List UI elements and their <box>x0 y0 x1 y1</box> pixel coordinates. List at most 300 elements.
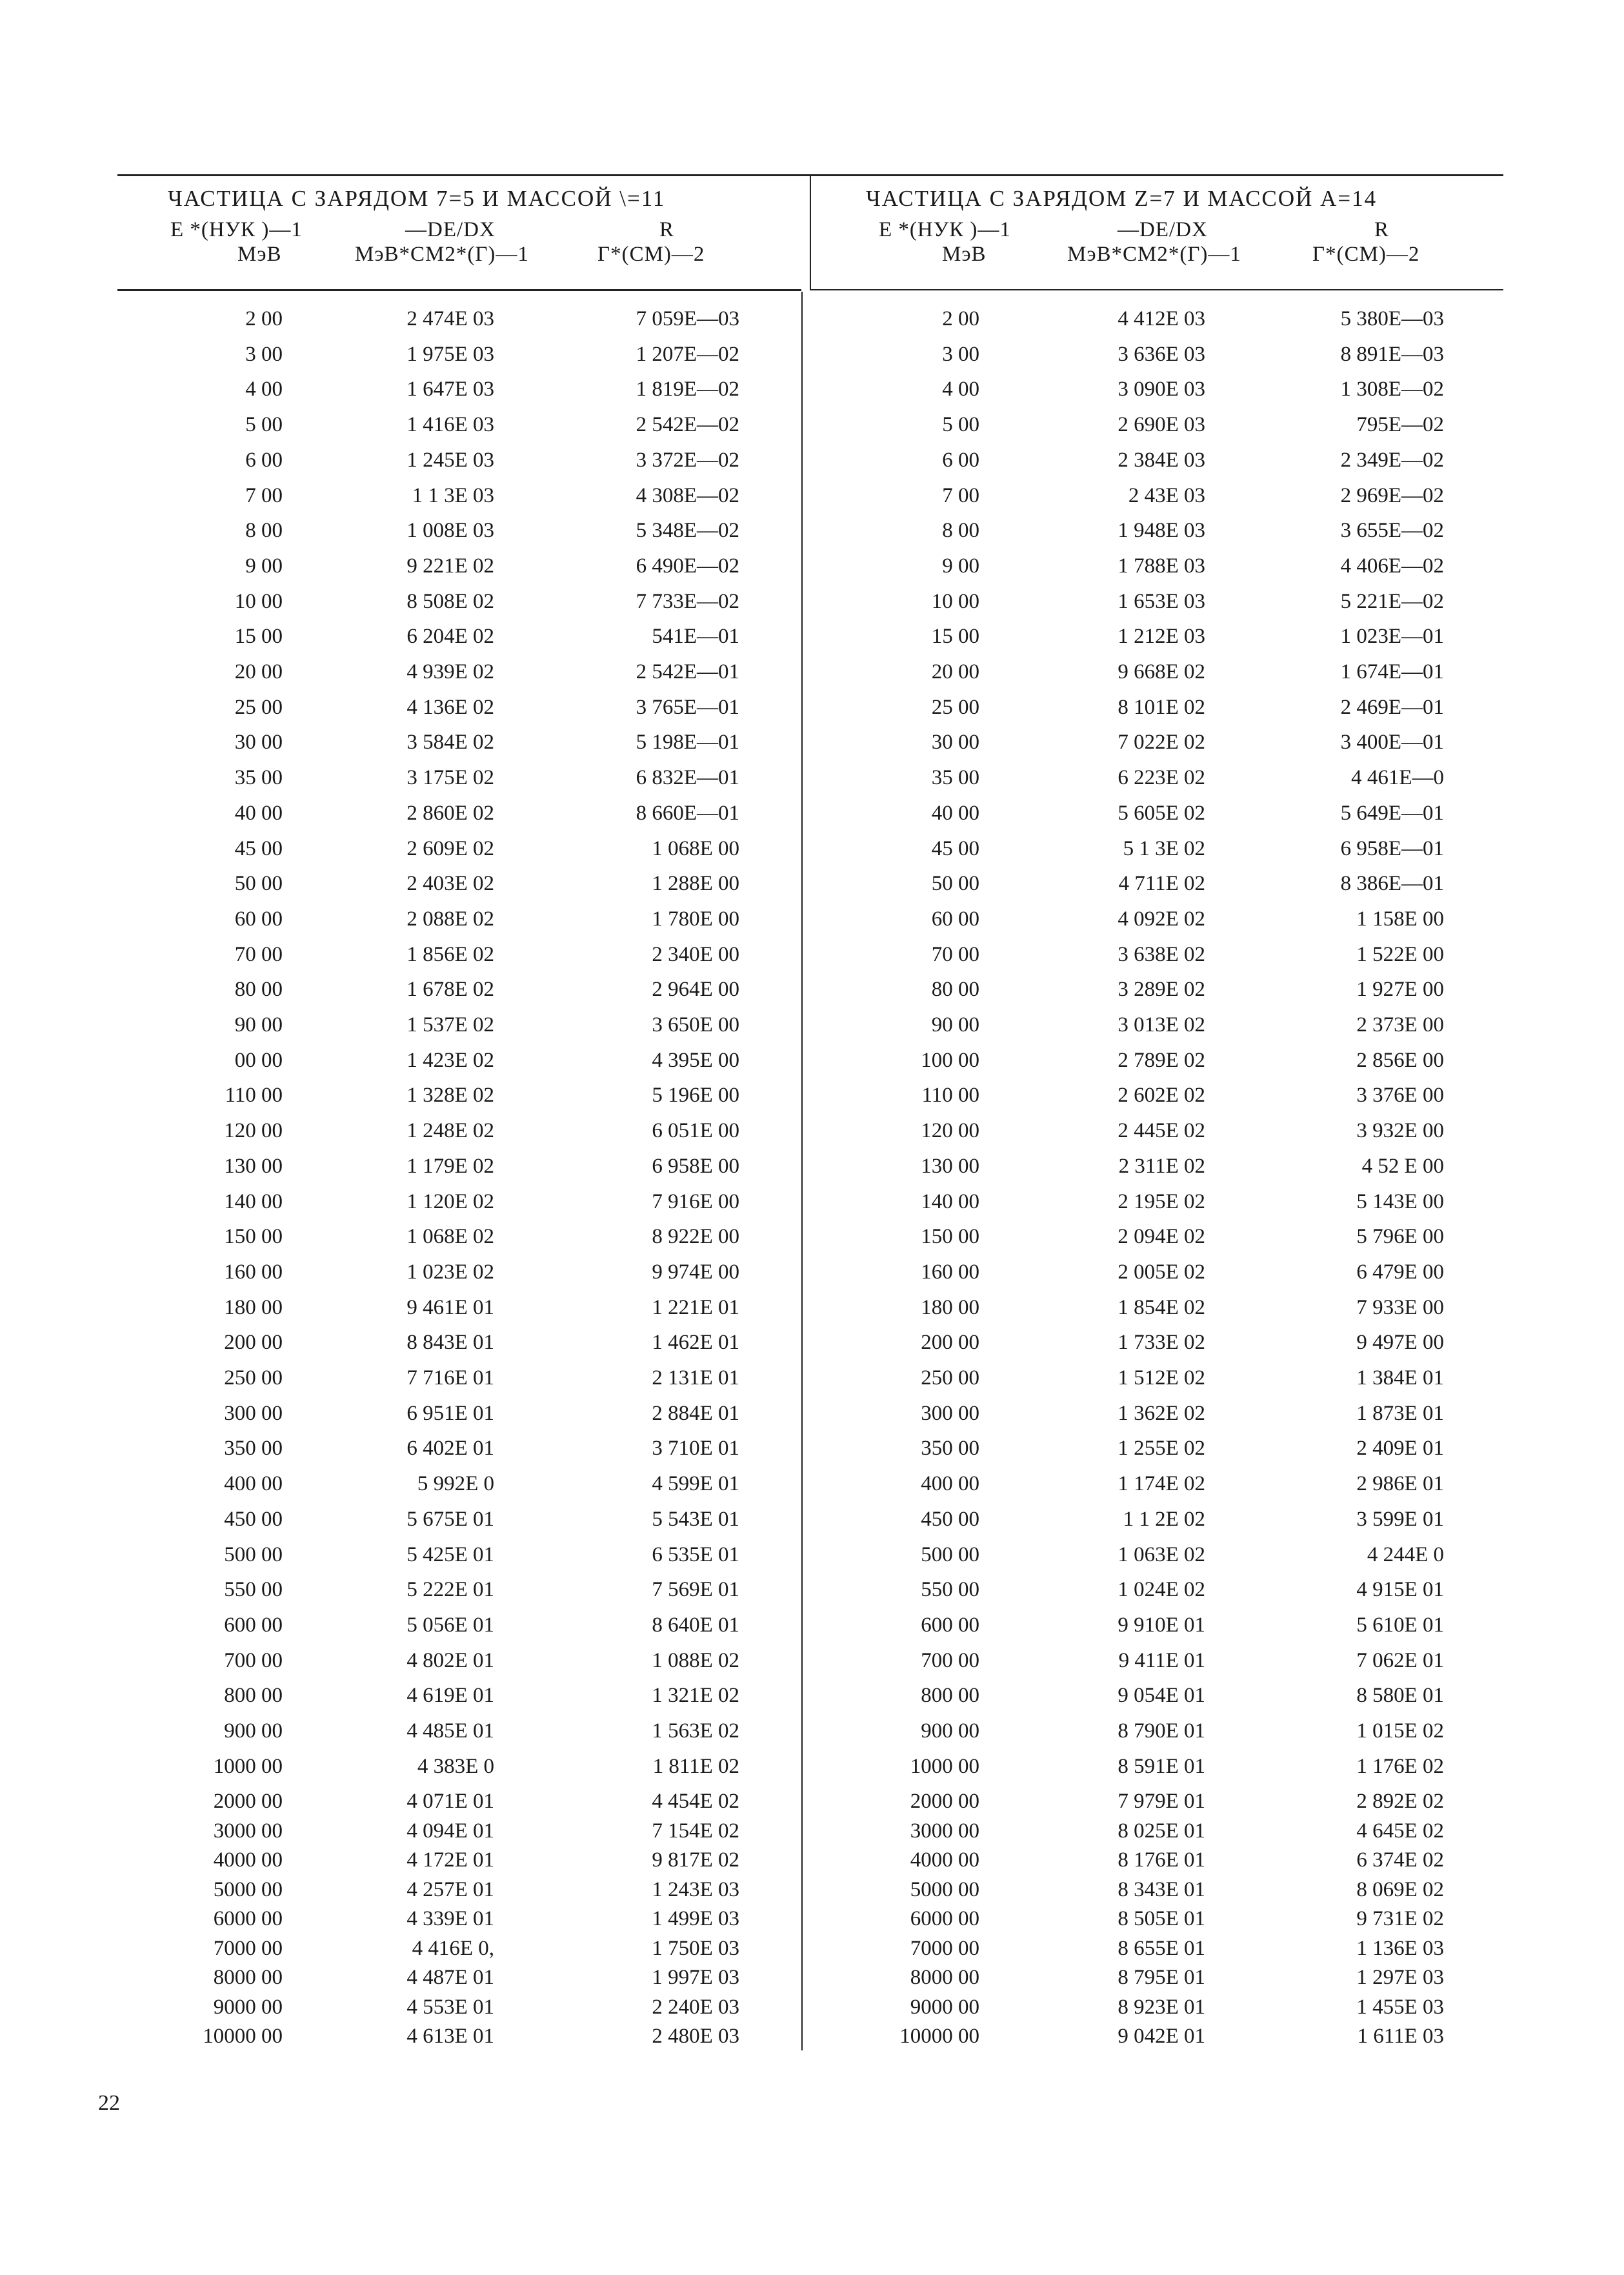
table-row <box>161 1755 807 1788</box>
energy-cell: 5000 00 <box>910 1877 979 1901</box>
dedx-cell: 8 025E 01 <box>1118 1819 1205 1843</box>
energy-cell: 40 00 <box>234 801 283 825</box>
dedx-cell: 2 860E 02 <box>406 801 494 825</box>
energy-cell: 35 00 <box>234 766 283 790</box>
range-cell: 8 580E 01 <box>1356 1684 1444 1708</box>
energy-cell: 3 00 <box>942 342 979 366</box>
energy-cell: 110 00 <box>225 1084 283 1107</box>
energy-cell: 130 00 <box>224 1154 283 1178</box>
range-cell: 1 873E 01 <box>1356 1401 1444 1425</box>
range-cell: 1 068E 00 <box>652 836 739 860</box>
table-row <box>161 1331 807 1364</box>
range-cell: 541E—01 <box>652 625 739 649</box>
dedx-cell: 8 790E 01 <box>1118 1719 1205 1743</box>
energy-cell: 800 00 <box>921 1684 979 1708</box>
range-cell: 7 062E 01 <box>1356 1648 1444 1672</box>
dedx-cell: 3 090E 03 <box>1118 378 1205 401</box>
table-row <box>161 449 807 482</box>
table-row <box>161 1996 807 2029</box>
range-cell: 6 958E—01 <box>1340 836 1444 860</box>
table-row <box>161 590 807 623</box>
energy-cell: 3000 00 <box>910 1819 979 1843</box>
energy-cell: 25 00 <box>234 695 283 719</box>
dedx-cell: 1 788E 03 <box>1118 554 1205 578</box>
range-cell: 2 969E—02 <box>1340 483 1444 507</box>
range-cell: 8 891E—03 <box>1340 342 1444 366</box>
energy-cell: 70 00 <box>931 942 979 966</box>
table-row <box>161 1719 807 1753</box>
table-row <box>859 1013 1505 1047</box>
range-cell: 3 932E 00 <box>1356 1119 1444 1143</box>
dedx-cell: 9 910E 01 <box>1118 1613 1205 1637</box>
range-cell: 4 645E 02 <box>1356 1819 1444 1843</box>
table-row <box>859 1119 1505 1153</box>
energy-cell: 4 00 <box>245 378 283 401</box>
dedx-cell: 5 675E 01 <box>406 1507 494 1531</box>
energy-cell: 110 00 <box>921 1084 979 1107</box>
energy-cell: 2000 00 <box>910 1790 979 1814</box>
dedx-cell: 4 485E 01 <box>406 1719 494 1743</box>
table-row <box>161 1013 807 1047</box>
table-row <box>161 554 807 588</box>
energy-cell: 160 00 <box>921 1260 979 1284</box>
table-row <box>859 590 1505 623</box>
table-row <box>161 413 807 447</box>
dedx-cell: 3 584E 02 <box>406 731 494 754</box>
range-cell: 8 922E 00 <box>652 1225 739 1249</box>
energy-cell: 60 00 <box>234 907 283 931</box>
dedx-cell: 3 289E 02 <box>1118 978 1205 1002</box>
range-cell: 3 372E—02 <box>636 448 739 472</box>
table-row <box>161 1578 807 1612</box>
range-cell: 2 884E 01 <box>652 1401 739 1425</box>
range-cell: 2 469E—01 <box>1340 695 1444 719</box>
table-row <box>161 660 807 694</box>
dedx-cell: 8 508E 02 <box>406 589 494 613</box>
right-col-energy-unit: МэВ <box>942 243 987 266</box>
range-cell: 1 158E 00 <box>1356 907 1444 931</box>
table-row <box>161 1649 807 1683</box>
range-cell: 5 196E 00 <box>652 1084 739 1107</box>
dedx-cell: 1 423E 02 <box>406 1048 494 1072</box>
range-cell: 7 059E—03 <box>636 307 739 330</box>
range-cell: 4 52 E 00 <box>1361 1154 1444 1178</box>
table-row <box>859 1225 1505 1259</box>
table-row <box>859 1331 1505 1364</box>
energy-cell: 600 00 <box>921 1613 979 1637</box>
energy-cell: 9 00 <box>245 554 283 578</box>
dedx-cell: 2 403E 02 <box>406 872 494 896</box>
table-row <box>161 1937 807 1970</box>
dedx-cell: 7 022E 02 <box>1118 731 1205 754</box>
table-row <box>161 1402 807 1435</box>
dedx-cell: 1 647E 03 <box>406 378 494 401</box>
dedx-cell: 9 054E 01 <box>1118 1684 1205 1708</box>
table-row <box>859 1296 1505 1330</box>
energy-cell: 140 00 <box>224 1189 283 1213</box>
right-col-dedx-label: —DE/DX <box>1118 218 1208 241</box>
dedx-cell: 2 474E 03 <box>406 307 494 330</box>
dedx-cell: 6 204E 02 <box>406 625 494 649</box>
energy-cell: 6 00 <box>245 448 283 472</box>
energy-cell: 300 00 <box>921 1401 979 1425</box>
table-row <box>161 1848 807 1882</box>
left-col-dedx-label: —DE/DX <box>405 218 496 241</box>
dedx-cell: 1 362E 02 <box>1118 1401 1205 1425</box>
table-row <box>859 343 1505 376</box>
table-row <box>859 307 1505 341</box>
range-cell: 1 819E—02 <box>636 378 739 401</box>
table-row <box>161 1819 807 1853</box>
energy-cell: 7 00 <box>942 483 979 507</box>
range-cell: 1 462E 01 <box>652 1331 739 1355</box>
dedx-cell: 1 653E 03 <box>1118 589 1205 613</box>
table-row <box>859 1508 1505 1541</box>
dedx-cell: 8 101E 02 <box>1118 695 1205 719</box>
table-row <box>161 1543 807 1577</box>
table-row <box>859 802 1505 835</box>
range-cell: 5 649E—01 <box>1340 801 1444 825</box>
dedx-cell: 1 854E 02 <box>1118 1295 1205 1319</box>
dedx-cell: 7 716E 01 <box>406 1366 494 1390</box>
table-row <box>161 1966 807 1999</box>
range-cell: 4 244E 0 <box>1367 1542 1444 1566</box>
dedx-cell: 9 042E 01 <box>1118 2025 1205 2048</box>
dedx-cell: 9 668E 02 <box>1118 660 1205 683</box>
range-cell: 2 373E 00 <box>1356 1013 1444 1036</box>
energy-cell: 10 00 <box>234 589 283 613</box>
left-col-range-label: R <box>659 218 675 241</box>
dedx-cell: 1 245E 03 <box>406 448 494 472</box>
range-cell: 9 817E 02 <box>652 1848 739 1872</box>
table-row <box>859 1578 1505 1612</box>
energy-cell: 90 00 <box>931 1013 979 1036</box>
dedx-cell: 2 789E 02 <box>1118 1048 1205 1072</box>
table-row <box>859 413 1505 447</box>
table-row <box>161 1155 807 1188</box>
range-cell: 1 750E 03 <box>652 1936 739 1960</box>
dedx-cell: 5 1 3E 02 <box>1123 836 1205 860</box>
table-row <box>859 378 1505 411</box>
dedx-cell: 1 179E 02 <box>406 1154 494 1178</box>
table-row <box>161 1878 807 1912</box>
dedx-cell: 1 512E 02 <box>1118 1366 1205 1390</box>
table-row <box>161 1190 807 1224</box>
table-row <box>859 554 1505 588</box>
range-cell: 6 374E 02 <box>1356 1848 1444 1872</box>
dedx-cell: 1 255E 02 <box>1118 1437 1205 1461</box>
left-col-energy-label: Е *(НУК )—1 <box>170 218 303 241</box>
energy-cell: 350 00 <box>224 1437 283 1461</box>
table-row <box>161 519 807 552</box>
energy-cell: 15 00 <box>234 625 283 649</box>
energy-cell: 50 00 <box>234 872 283 896</box>
energy-cell: 350 00 <box>921 1437 979 1461</box>
dedx-cell: 9 461E 01 <box>406 1295 494 1319</box>
range-cell: 3 765E—01 <box>636 695 739 719</box>
table-row <box>161 343 807 376</box>
dedx-cell: 8 343E 01 <box>1118 1877 1205 1901</box>
range-cell: 8 386E—01 <box>1340 872 1444 896</box>
range-cell: 1 297E 03 <box>1356 1966 1444 1990</box>
range-cell: 7 933E 00 <box>1356 1295 1444 1319</box>
dedx-cell: 4 257E 01 <box>406 1877 494 1901</box>
range-cell: 8 660E—01 <box>636 801 739 825</box>
range-cell: 1 522E 00 <box>1356 942 1444 966</box>
table-row <box>161 1084 807 1117</box>
dedx-cell: 5 605E 02 <box>1118 801 1205 825</box>
table-row <box>859 1437 1505 1470</box>
dedx-cell: 4 412E 03 <box>1118 307 1205 330</box>
energy-cell: 2 00 <box>942 307 979 330</box>
energy-cell: 5000 00 <box>213 1877 283 1901</box>
dedx-cell: 8 843E 01 <box>406 1331 494 1355</box>
table-row <box>161 1049 807 1082</box>
dedx-cell: 4 487E 01 <box>406 1966 494 1990</box>
energy-cell: 250 00 <box>224 1366 283 1390</box>
energy-cell: 5 00 <box>245 413 283 437</box>
energy-cell: 15 00 <box>931 625 979 649</box>
dedx-cell: 4 094E 01 <box>406 1819 494 1843</box>
table-row <box>161 625 807 658</box>
energy-cell: 180 00 <box>224 1295 283 1319</box>
dedx-cell: 6 223E 02 <box>1118 766 1205 790</box>
energy-cell: 3000 00 <box>213 1819 283 1843</box>
table-row <box>161 1613 807 1647</box>
table-row <box>859 1366 1505 1400</box>
range-cell: 1 015E 02 <box>1356 1719 1444 1743</box>
table-row <box>859 1937 1505 1970</box>
energy-cell: 130 00 <box>921 1154 979 1178</box>
table-row <box>859 1190 1505 1224</box>
table-row <box>161 484 807 518</box>
range-cell: 6 490E—02 <box>636 554 739 578</box>
table-row <box>859 907 1505 941</box>
dedx-cell: 1 174E 02 <box>1118 1472 1205 1496</box>
energy-cell: 7000 00 <box>213 1936 283 1960</box>
table-row <box>859 1878 1505 1912</box>
range-cell: 1 308E—02 <box>1340 378 1444 401</box>
dedx-cell: 1 975E 03 <box>406 342 494 366</box>
dedx-cell: 2 690E 03 <box>1118 413 1205 437</box>
dedx-cell: 4 339E 01 <box>406 1907 494 1931</box>
dedx-cell: 1 948E 03 <box>1118 519 1205 543</box>
energy-cell: 60 00 <box>931 907 979 931</box>
dedx-cell: 1 733E 02 <box>1118 1331 1205 1355</box>
dedx-cell: 8 655E 01 <box>1118 1936 1205 1960</box>
table-row <box>161 1790 807 1823</box>
range-cell: 1 288E 00 <box>652 872 739 896</box>
range-cell: 4 308E—02 <box>636 483 739 507</box>
range-cell: 4 915E 01 <box>1356 1578 1444 1602</box>
range-cell: 795E—02 <box>1356 413 1444 437</box>
energy-cell: 7000 00 <box>910 1936 979 1960</box>
table-row <box>161 1260 807 1294</box>
table-row <box>859 2025 1505 2058</box>
energy-cell: 10000 00 <box>899 2025 979 2048</box>
range-cell: 1 927E 00 <box>1356 978 1444 1002</box>
energy-cell: 45 00 <box>931 836 979 860</box>
energy-cell: 600 00 <box>224 1613 283 1637</box>
dedx-cell: 2 384E 03 <box>1118 448 1205 472</box>
table-row <box>161 2025 807 2058</box>
dedx-cell: 4 092E 02 <box>1118 907 1205 931</box>
dedx-cell: 5 056E 01 <box>406 1613 494 1637</box>
energy-cell: 30 00 <box>931 731 979 754</box>
right-col-energy-label: Е *(НУК )—1 <box>879 218 1011 241</box>
dedx-cell: 1 416E 03 <box>406 413 494 437</box>
dedx-cell: 6 402E 01 <box>406 1437 494 1461</box>
dedx-cell: 2 088E 02 <box>406 907 494 931</box>
table-row <box>859 1613 1505 1647</box>
range-cell: 5 143E 00 <box>1356 1189 1444 1213</box>
range-cell: 5 221E—02 <box>1340 589 1444 613</box>
table-row <box>859 1402 1505 1435</box>
dedx-cell: 1 537E 02 <box>406 1013 494 1036</box>
energy-cell: 450 00 <box>921 1507 979 1531</box>
range-cell: 2 964E 00 <box>652 978 739 1002</box>
page-number: 22 <box>98 2091 120 2115</box>
energy-cell: 6000 00 <box>213 1907 283 1931</box>
energy-cell: 200 00 <box>224 1331 283 1355</box>
range-cell: 2 340E 00 <box>652 942 739 966</box>
header-bottom-rule-right <box>810 289 1503 290</box>
energy-cell: 45 00 <box>234 836 283 860</box>
range-cell: 1 563E 02 <box>652 1719 739 1743</box>
table-row <box>161 802 807 835</box>
energy-cell: 8000 00 <box>910 1966 979 1990</box>
table-row <box>859 1543 1505 1577</box>
table-row <box>161 696 807 729</box>
dedx-cell: 4 939E 02 <box>406 660 494 683</box>
range-cell: 6 535E 01 <box>652 1542 739 1566</box>
energy-cell: 9 00 <box>942 554 979 578</box>
dedx-cell: 3 638E 02 <box>1118 942 1205 966</box>
left-col-energy-unit: МэВ <box>237 243 282 266</box>
dedx-cell: 5 222E 01 <box>406 1578 494 1602</box>
table-row <box>859 1155 1505 1188</box>
range-cell: 5 198E—01 <box>636 731 739 754</box>
energy-cell: 90 00 <box>234 1013 283 1036</box>
range-cell: 2 409E 01 <box>1356 1437 1444 1461</box>
table-row <box>859 1848 1505 1882</box>
energy-cell: 300 00 <box>224 1401 283 1425</box>
range-cell: 5 380E—03 <box>1340 307 1444 330</box>
table-row <box>859 1996 1505 2029</box>
range-cell: 4 395E 00 <box>652 1048 739 1072</box>
range-cell: 7 154E 02 <box>652 1819 739 1843</box>
dedx-cell: 6 951E 01 <box>406 1401 494 1425</box>
dedx-cell: 4 553E 01 <box>406 1995 494 2019</box>
energy-cell: 9000 00 <box>910 1995 979 2019</box>
range-cell: 6 051E 00 <box>652 1119 739 1143</box>
table-row <box>161 837 807 871</box>
table-row <box>859 837 1505 871</box>
dedx-cell: 2 602E 02 <box>1118 1084 1205 1107</box>
table-row <box>859 1084 1505 1117</box>
table-row <box>859 943 1505 976</box>
dedx-cell: 1 856E 02 <box>406 942 494 966</box>
range-cell: 1 321E 02 <box>652 1684 739 1708</box>
range-cell: 3 655E—02 <box>1340 519 1444 543</box>
range-cell: 1 997E 03 <box>652 1966 739 1990</box>
energy-cell: 160 00 <box>224 1260 283 1284</box>
range-cell: 1 221E 01 <box>652 1295 739 1319</box>
energy-cell: 9000 00 <box>213 1995 283 2019</box>
range-cell: 1 674E—01 <box>1340 660 1444 683</box>
table-right-header <box>859 174 1505 265</box>
header-bottom-rule-left <box>117 289 801 291</box>
left-col-range-unit: Г*(СМ)—2 <box>597 243 705 266</box>
range-cell: 1 176E 02 <box>1356 1754 1444 1778</box>
range-cell: 2 240E 03 <box>652 1995 739 2019</box>
energy-cell: 50 00 <box>931 872 979 896</box>
energy-cell: 1000 00 <box>213 1754 283 1778</box>
table-row <box>161 1907 807 1941</box>
center-divider-top <box>810 176 811 290</box>
table-row <box>859 1049 1505 1082</box>
table-row <box>859 1755 1505 1788</box>
dedx-cell: 2 094E 02 <box>1118 1225 1205 1249</box>
dedx-cell: 5 425E 01 <box>406 1542 494 1566</box>
dedx-cell: 1 023E 02 <box>406 1260 494 1284</box>
range-cell: 4 461E—0 <box>1351 766 1444 790</box>
energy-cell: 700 00 <box>921 1648 979 1672</box>
range-cell: 7 569E 01 <box>652 1578 739 1602</box>
energy-cell: 2000 00 <box>213 1790 283 1814</box>
table-row <box>161 907 807 941</box>
table-row <box>161 1225 807 1259</box>
table-row <box>859 1260 1505 1294</box>
energy-cell: 400 00 <box>921 1472 979 1496</box>
dedx-cell: 4 416E 0, <box>412 1936 494 1960</box>
table-row <box>859 484 1505 518</box>
table-row <box>161 307 807 341</box>
range-cell: 1 499E 03 <box>652 1907 739 1931</box>
dedx-cell: 1 008E 03 <box>406 519 494 543</box>
range-cell: 4 599E 01 <box>652 1472 739 1496</box>
range-cell: 9 974E 00 <box>652 1260 739 1284</box>
energy-cell: 140 00 <box>921 1189 979 1213</box>
energy-cell: 400 00 <box>224 1472 283 1496</box>
energy-cell: 6000 00 <box>910 1907 979 1931</box>
dedx-cell: 1 212E 03 <box>1118 625 1205 649</box>
table-row <box>859 1472 1505 1506</box>
dedx-cell: 1 248E 02 <box>406 1119 494 1143</box>
dedx-cell: 4 802E 01 <box>406 1648 494 1672</box>
energy-cell: 7 00 <box>245 483 283 507</box>
range-cell: 3 650E 00 <box>652 1013 739 1036</box>
range-cell: 7 733E—02 <box>636 589 739 613</box>
table-row <box>859 1907 1505 1941</box>
range-cell: 2 856E 00 <box>1356 1048 1444 1072</box>
table-row <box>859 1719 1505 1753</box>
range-cell: 1 088E 02 <box>652 1648 739 1672</box>
table-row <box>859 696 1505 729</box>
dedx-cell: 8 795E 01 <box>1118 1966 1205 1990</box>
dedx-cell: 7 979E 01 <box>1118 1790 1205 1814</box>
dedx-cell: 2 445E 02 <box>1118 1119 1205 1143</box>
energy-cell: 250 00 <box>921 1366 979 1390</box>
table-row <box>161 1437 807 1470</box>
range-cell: 5 796E 00 <box>1356 1225 1444 1249</box>
energy-cell: 20 00 <box>234 660 283 683</box>
range-cell: 9 497E 00 <box>1356 1331 1444 1355</box>
range-cell: 2 986E 01 <box>1356 1472 1444 1496</box>
energy-cell: 900 00 <box>224 1719 283 1743</box>
dedx-cell: 2 005E 02 <box>1118 1260 1205 1284</box>
energy-cell: 8 00 <box>942 519 979 543</box>
